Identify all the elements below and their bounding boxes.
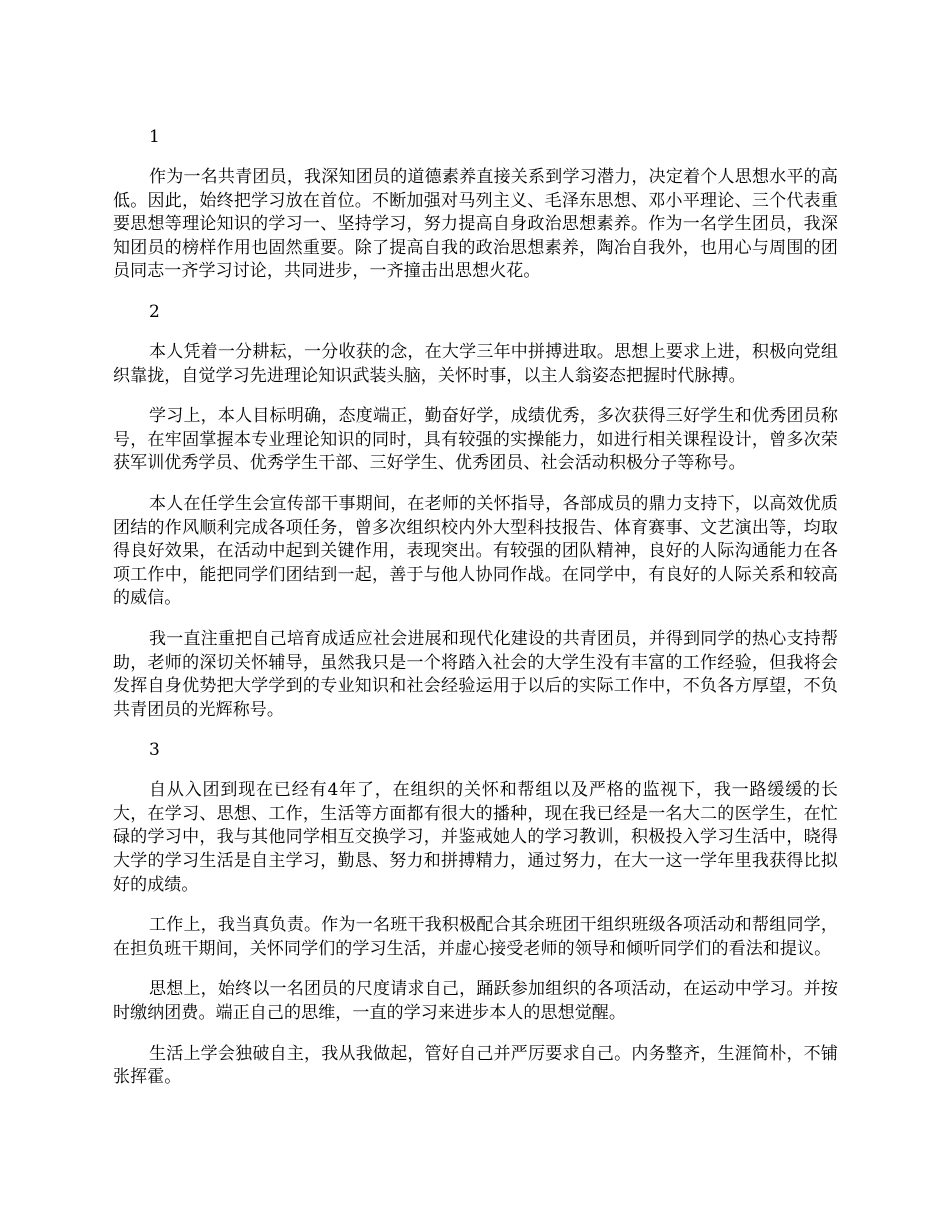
paragraph: 我一直注重把自己培育成适应社会进展和现代化建设的共青团员，并得到同学的热心支持帮助，老师的深切关怀辅导，虽然我只是一个将踏入社会的大学生没有丰富的工作经验，但我将会发挥自身优势把大学学到的专业知识和社会经验运用于以后的实际工作中，不负各方厚望，不负共青团员的光辉称号。: [113, 628, 838, 720]
paragraph: 思想上，始终以一名团员的尺度请求自己，踊跃参加组织的各项活动，在运动中学习。并按时缴纳团费。端正自己的思维，一直的学习来进步本人的思想觉醒。: [113, 979, 838, 1024]
section-2: [113, 301, 838, 722]
paragraph: 工作上，我当真负责。作为一名班干我积极配合其余班团干组织班级各项活动和帮组同学，在担负班干期间，关怀同学们的学习生活，并虚心接受老师的领导和倾听同学们的看法和提议。: [113, 915, 838, 959]
section-number: 1: [149, 127, 160, 147]
section-number: 3: [149, 740, 160, 761]
document-body: [113, 126, 838, 1107]
paragraph: 生活上学会独破自主，我从我做起，管好自己并严厉要求自己。内务整齐，生涯简朴，不铺张挥霍。: [113, 1043, 838, 1088]
paragraph: 作为一名共青团员，我深知团员的道德素养直接关系到学习潜力，决定着个人思想水平的高低。因此，始终把学习放在首位。不断加强对马列主义、毛泽东思想、邓小平理论、三个代表重要思想等理论知识的学习一、坚持学习，努力提高自身政治思想素养。作为一名学生团员，我深知团员的榜样作用也固然重要。除了提高自我的政治思想素养，陶冶自我外，也用心与周围的团员同志一齐学习讨论，共同进步，一齐撞击出思想火花。: [113, 167, 838, 282]
section-1: [113, 126, 838, 284]
paragraph: 本人凭着一分耕耘，一分收获的念，在大学三年中拼搏进取。思想上要求上进，积极向党组织靠拢，自觉学习先进理论知识武装头脑，关怀时事，以主人翁姿态把握时代脉搏。: [113, 341, 838, 386]
paragraph: 学习上，本人目标明确，态度端正，勤奋好学，成绩优秀，多次获得三好学生和优秀团员称号，在牢固掌握本专业理论知识的同时，具有较强的实操能力，如进行相关课程设计，曾多次荣获军训优秀学员、优秀学生干部、三好学生、优秀团员、社会活动积极分子等称号。: [113, 406, 838, 474]
paragraph: 本人在任学生会宣传部干事期间，在老师的关怀指导，各部成员的鼎力支持下，以高效优质团结的作风顺利完成各项任务，曾多次组织校内外大型科技报告、体育赛事、文艺演出等，均取得良好效果，在活动中起到关键作用，表现突出。有较强的团队精神，良好的人际沟通能力在各项工作中，能把同学们团结到一起，善于与他人协同作战。在同学中，有良好的人际关系和较高的威信。: [113, 493, 838, 609]
paragraph: 自从入团到现在已经有4年了，在组织的关怀和帮组以及严格的监视下，我一路缓缓的长大，在学习、思想、工作，生活等方面都有很大的播种，现在我已经是一名大二的医学生，在忙碌的学习中，我与其他同学相互交换学习，并鉴戒她人的学习教训，积极投入学习生活中，晓得大学的学习生活是自主学习，勤恳、努力和拼搏精力，通过努力，在大一这一学年里我获得比拟好的成绩。: [113, 780, 838, 895]
section-3: [113, 739, 838, 1090]
section-number: 2: [149, 301, 160, 322]
